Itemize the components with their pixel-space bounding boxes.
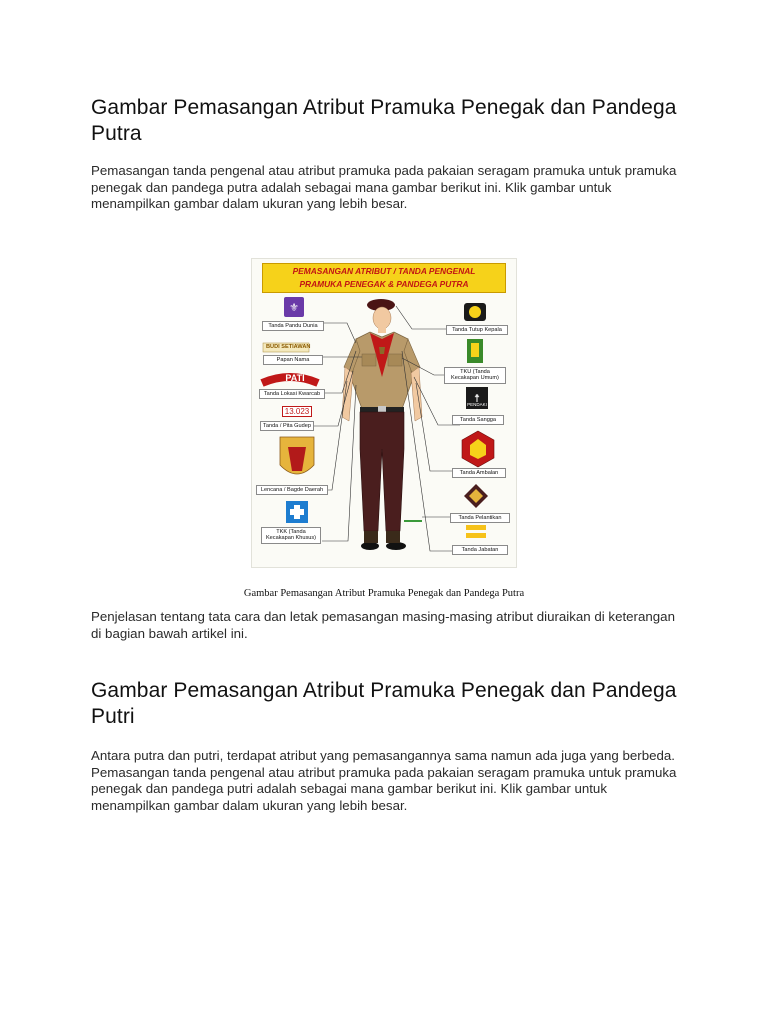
- label-pelantikan: Tanda Pelantikan: [450, 513, 510, 523]
- label-pendaki: PENDAKI: [467, 402, 487, 407]
- label-sangga: Tanda Sangga: [452, 415, 504, 425]
- label-budi-setiawan: BUDI SETIAWAN: [266, 344, 311, 350]
- uniform-attribute-figure[interactable]: [251, 258, 517, 568]
- label-tkk: TKK (Tanda Kecakapan Khusus): [261, 527, 321, 544]
- section1-heading: Gambar Pemasangan Atribut Pramuka Penegak dan Pandega Putra: [91, 96, 677, 145]
- label-jabatan: Tanda Jabatan: [452, 545, 508, 555]
- label-tutup-kepala: Tanda Tutup Kepala: [446, 325, 508, 335]
- label-pati: PATI: [285, 373, 305, 383]
- label-papan-nama: Papan Nama: [263, 355, 323, 365]
- svg-text:⚜: ⚜: [289, 301, 299, 314]
- label-pita-gudep: Tanda / Pita Gudep: [260, 421, 314, 431]
- figure-title-line2: PRAMUKA PENEGAK & PANDEGA PUTRA: [299, 279, 469, 289]
- label-pandu-dunia: Tanda Pandu Dunia: [262, 321, 324, 331]
- svg-text:☨: ☨: [474, 392, 480, 405]
- figure-title-line1: PEMASANGAN ATRIBUT / TANDA PENGENAL: [292, 266, 476, 276]
- figure-caption: Gambar Pemasangan Atribut Pramuka Penegak dan Pandega Putra: [243, 588, 525, 599]
- gudep-number: 13.023: [282, 406, 312, 417]
- section1-paragraph: Pemasangan tanda pengenal atau atribut pramuka pada pakaian seragam pramuka untuk pramuka penegak dan pandega putra adalah sebagai mana gambar berikut ini. Klik gambar untuk menampilkan gambar dalam ukuran yang lebih besar.: [91, 163, 677, 211]
- label-lencana-daerah: Lencana / Bagde Daerah: [256, 485, 328, 495]
- section2-heading: Gambar Pemasangan Atribut Pramuka Penegak dan Pandega Putri: [91, 679, 677, 728]
- explanation-paragraph: Penjelasan tentang tata cara dan letak pemasangan masing-masing atribut diuraikan di keterangan di bagian bawah artikel ini.: [91, 609, 675, 641]
- label-lokasi-kwarcab: Tanda Lokasi Kwarcab: [259, 389, 325, 399]
- section2-paragraph: Antara putra dan putri, terdapat atribut yang pemasangannya sama namun ada juga yang berbeda. Pemasangan tanda pengenal atau atribut pramuka pada pakaian seragam pramuka untuk pramuka penegak dan pandega putri adalah sebagai mana gambar berikut ini. Klik gambar untuk menampilkan gambar dalam ukuran yang lebih besar.: [91, 748, 677, 813]
- label-ambalan: Tanda Ambalan: [452, 468, 506, 478]
- label-tku: TKU (Tanda Kecakapan Umum): [444, 367, 506, 384]
